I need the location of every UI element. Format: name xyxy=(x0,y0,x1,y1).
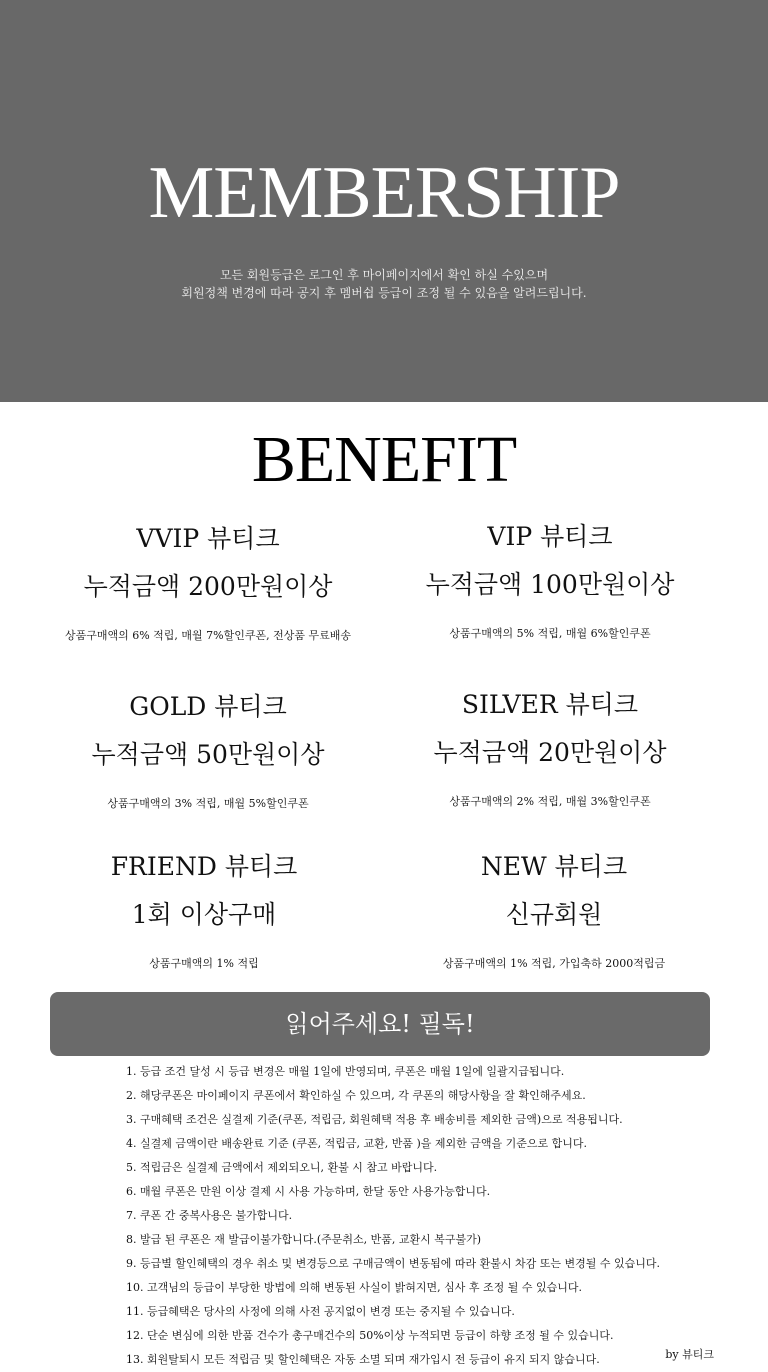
tier-description: 상품구매액의 3% 적립, 매월 5%할인쿠폰 xyxy=(107,797,309,810)
notice-list xyxy=(126,1060,746,1372)
membership-subtitle-line: 회원정책 변경에 따라 공지 후 멤버쉽 등급이 조정 될 수 있음을 알려드립니다. xyxy=(181,286,587,300)
tier-requirement: 누적금액 20만원이상 xyxy=(433,738,667,767)
tier-description: 상품구매액의 5% 적립, 매월 6%할인쿠폰 xyxy=(449,627,651,640)
tier-requirement: 1회 이상구매 xyxy=(131,900,277,929)
tier-description: 상품구매액의 6% 적립, 매월 7%할인쿠폰, 전상품 무료배송 xyxy=(64,629,352,642)
membership-title: MEMBERSHIP xyxy=(148,152,620,234)
tier-description: 상품구매액의 1% 적립 xyxy=(149,957,259,970)
notice-item: 2. 해당쿠폰은 마이페이지 쿠폰에서 확인하실 수 있으며, 각 쿠폰의 해당사항을 잘 확인해주세요. xyxy=(126,1089,586,1102)
notice-item: 9. 등급별 할인혜택의 경우 취소 및 변경등으로 구매금액이 변동됨에 따라 환불시 차감 또는 변경될 수 있습니다. xyxy=(126,1257,660,1270)
tier-requirement: 누적금액 50만원이상 xyxy=(91,740,325,769)
tier-name: NEW 뷰티크 xyxy=(480,852,628,881)
tier-gold xyxy=(16,691,400,812)
notice-item: 12. 단순 변심에 의한 반품 건수가 총구매건수의 50%이상 누적되면 등급이 하향 조정 될 수 있습니다. xyxy=(126,1329,614,1342)
tier-name: VVIP 뷰티크 xyxy=(136,524,280,553)
tier-name: GOLD 뷰티크 xyxy=(129,692,287,721)
tier-name: VIP 뷰티크 xyxy=(487,522,613,551)
membership-banner xyxy=(0,0,768,402)
notice-item: 8. 발급 된 쿠폰은 재 발급이불가합니다.(주문취소, 반품, 교환시 복구불가) xyxy=(126,1233,482,1246)
tier-requirement: 누적금액 100만원이상 xyxy=(425,570,675,599)
tier-description: 상품구매액의 2% 적립, 매월 3%할인쿠폰 xyxy=(449,795,651,808)
notice-item: 6. 매월 쿠폰은 만원 이상 결제 시 사용 가능하며, 한달 동안 사용가능합니다. xyxy=(126,1185,491,1198)
notice-item: 5. 적립금은 실결제 금액에서 제외되오니, 환불 시 참고 바랍니다. xyxy=(126,1161,438,1174)
notice-item: 11. 등급혜택은 당사의 사정에 의해 사전 공지없이 변경 또는 중지될 수 있습니다. xyxy=(126,1305,515,1318)
tier-vip xyxy=(358,521,742,642)
tier-vvip xyxy=(16,523,400,644)
notice-header: 읽어주세요! 필독! xyxy=(50,992,710,1056)
tier-requirement: 신규회원 xyxy=(505,900,603,929)
brand-byline: by 뷰티크 xyxy=(665,1348,714,1361)
tier-requirement: 누적금액 200만원이상 xyxy=(83,572,333,601)
notice-item: 3. 구매혜택 조건은 실결제 기준(쿠폰, 적립금, 회원혜택 적용 후 배송비를 제외한 금액)으로 적용됩니다. xyxy=(126,1113,623,1126)
benefit-title: BENEFIT xyxy=(251,423,517,496)
membership-subtitle xyxy=(0,266,768,302)
notice-item: 7. 쿠폰 간 중복사용은 불가합니다. xyxy=(126,1209,293,1222)
tier-new xyxy=(362,851,746,972)
tier-name: SILVER 뷰티크 xyxy=(461,690,639,719)
tier-description: 상품구매액의 1% 적립, 가입축하 2000적립금 xyxy=(442,957,666,970)
tier-friend xyxy=(12,851,396,972)
notice-item: 10. 고객님의 등급이 부당한 방법에 의해 변동된 사실이 밝혀지면, 심사 후 조정 될 수 있습니다. xyxy=(126,1281,582,1294)
notice-item: 4. 실결제 금액이란 배송완료 기준 (쿠폰, 적립금, 교환, 반품 )을 제외한 금액을 기준으로 합니다. xyxy=(126,1137,588,1150)
tier-name: FRIEND 뷰티크 xyxy=(110,852,298,881)
membership-subtitle-line: 모든 회원등급은 로그인 후 마이페이지에서 확인 하실 수있으며 xyxy=(219,268,549,282)
tier-silver xyxy=(358,689,742,810)
notice-item: 1. 등급 조건 달성 시 등급 변경은 매월 1일에 반영되며, 쿠폰은 매월 1일에 일괄지급됩니다. xyxy=(126,1065,565,1078)
notice-item: 13. 회원탈퇴시 모든 적립금 및 할인혜택은 자동 소멸 되며 재가입시 전 등급이 유지 되지 않습니다. xyxy=(126,1353,600,1366)
